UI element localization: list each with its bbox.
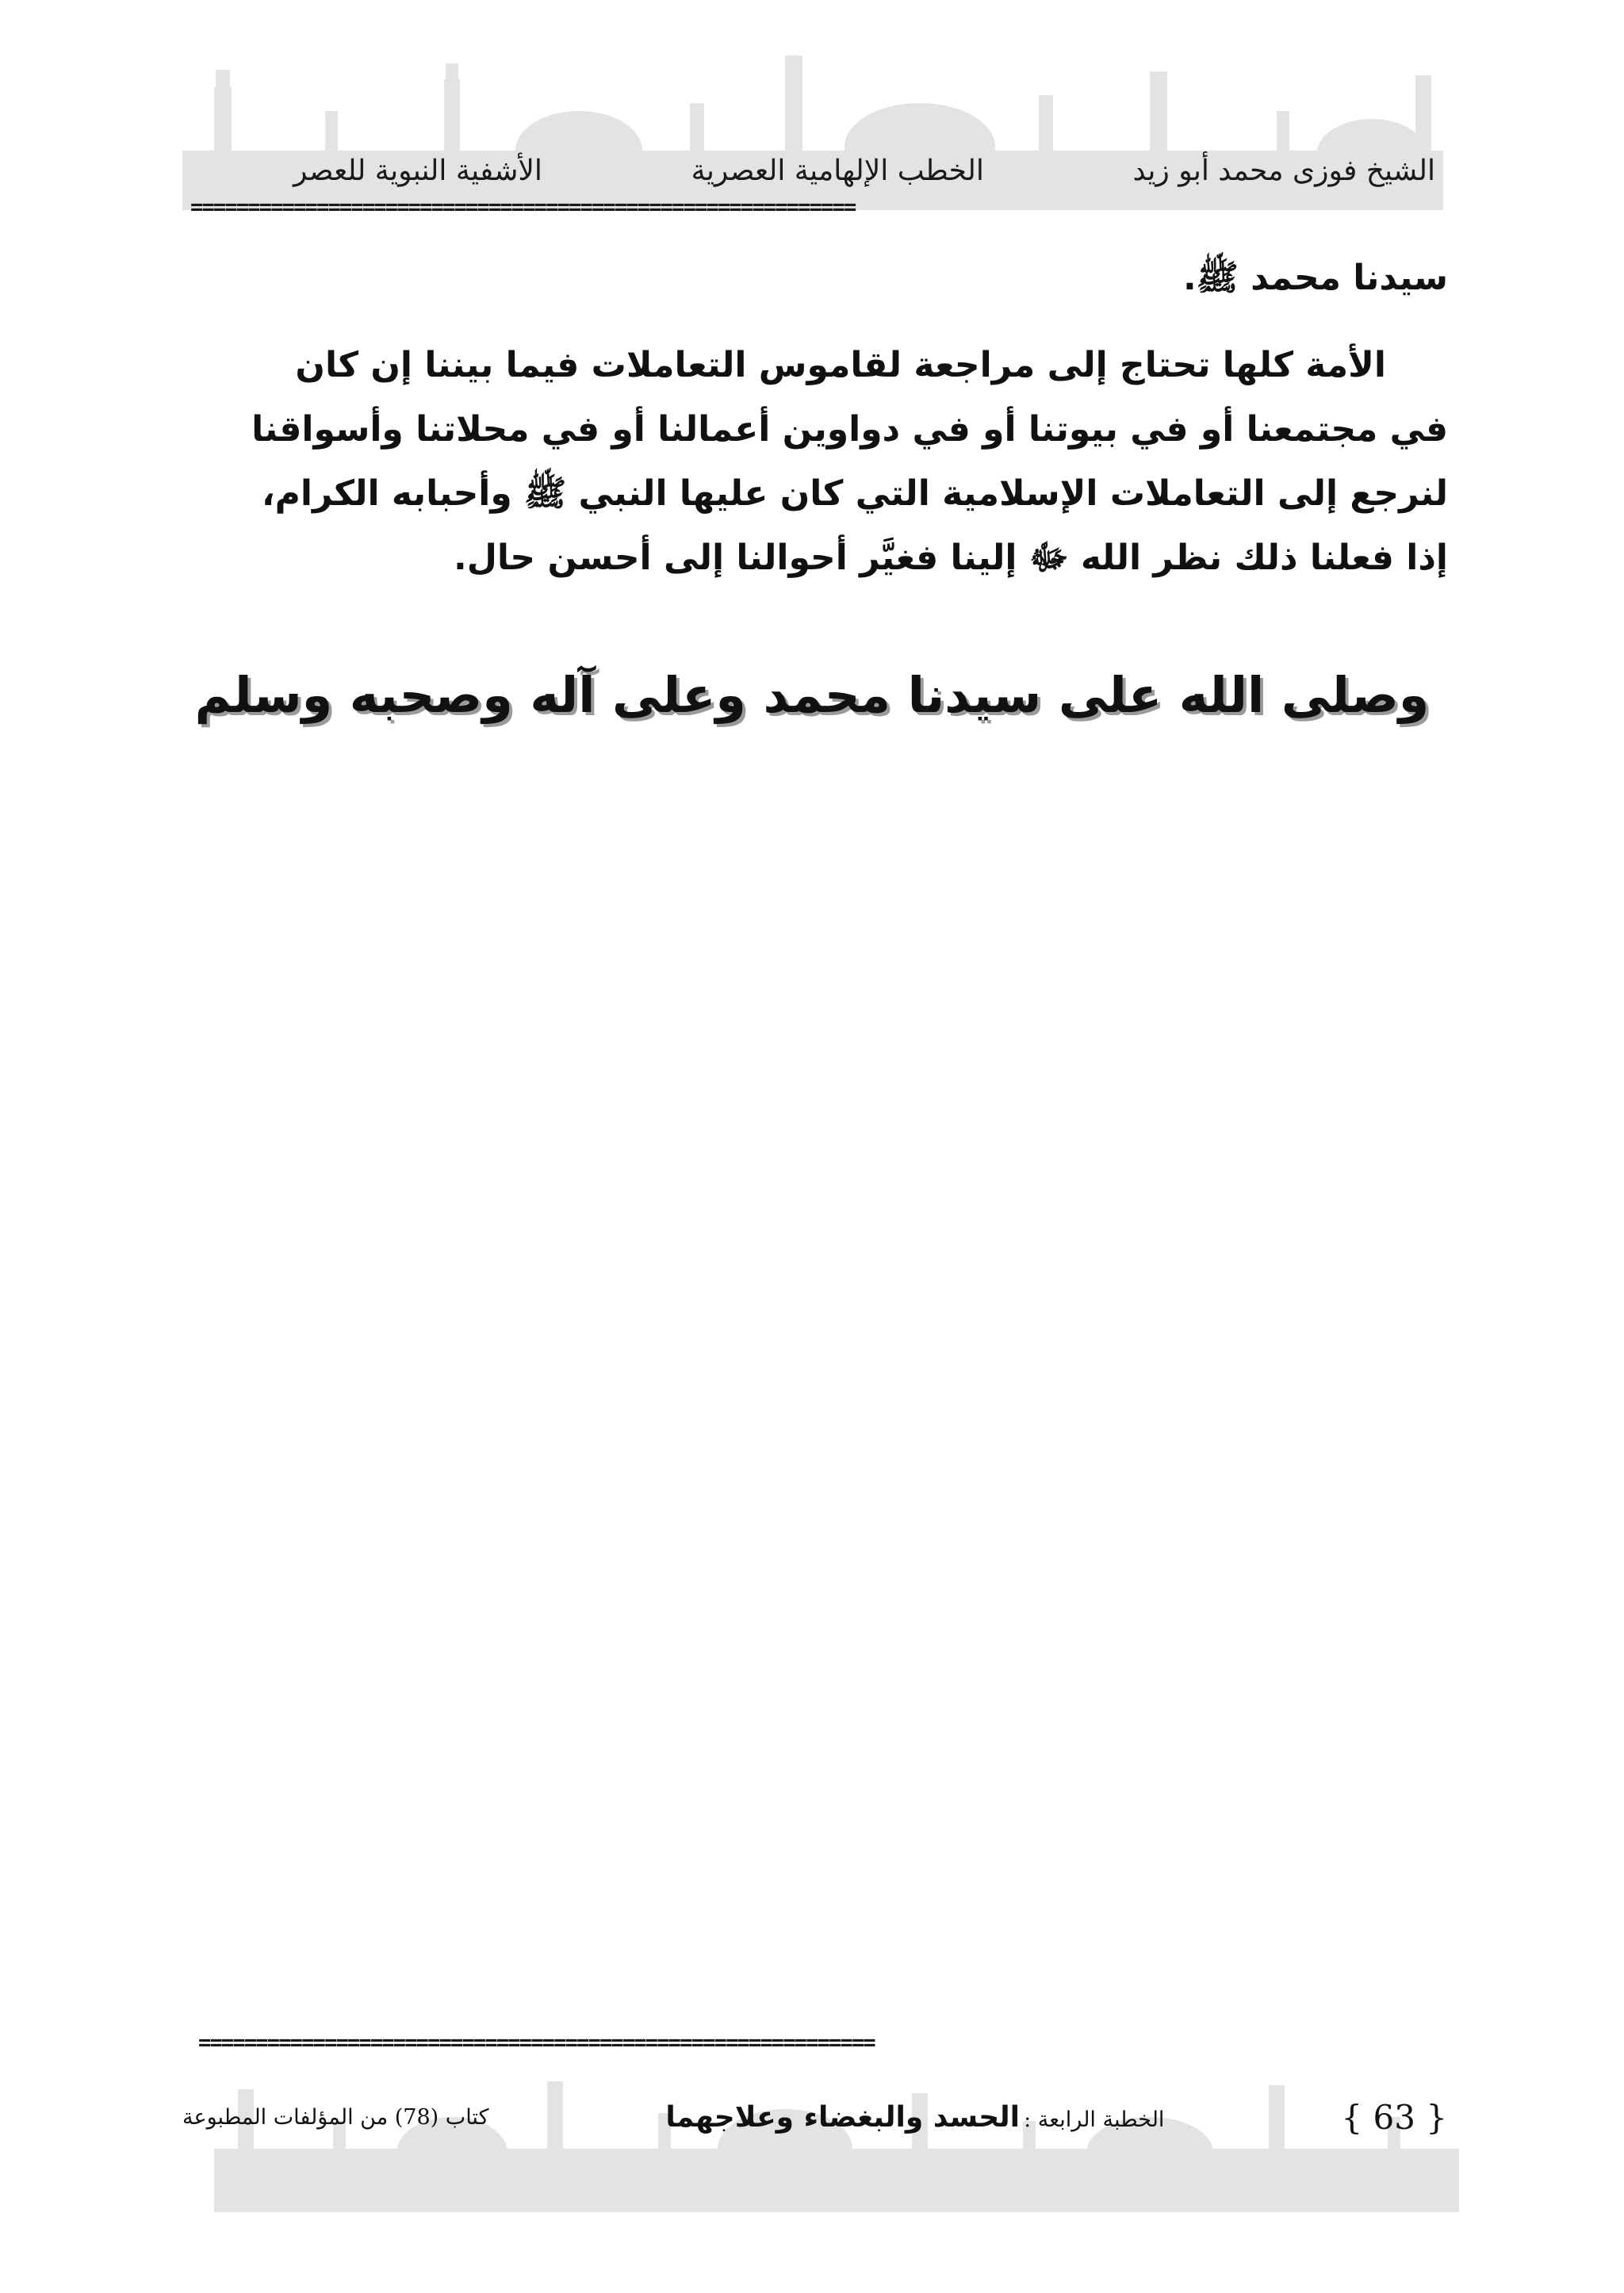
header-author: الشيخ فوزى محمد أبو زيد [1132,154,1435,187]
footer [182,2093,1447,2141]
closing-blessing: وصلى الله على سيدنا محمد وعلى آله وصحبه وسلم [194,666,1430,724]
footer-book-note: كتاب (78) من المؤلفات المطبوعة [182,2104,489,2130]
footer-sermon-label: الخطبة الرابعة : [1024,2107,1165,2132]
running-header [293,151,1435,190]
page-number: { 63 } [1341,2097,1447,2137]
footer-sermon [665,2101,1164,2134]
header-series: الخطب الإلهامية العصرية [691,154,984,187]
body-line-5: إذا فعلنا ذلك نظر الله ﷻ إلينا فغيَّر أحوالنا إلى أحسن حال. [454,538,1448,578]
footer-rule: =========================================================== [198,2032,875,2054]
body-line-3: في مجتمعنا أو في بيوتنا أو في دواوين أعمالنا أو في محلاتنا وأسواقنا [251,409,1448,450]
body-line-4: لنرجع إلى التعاملات الإسلامية التي كان عليها النبي ﷺ وأحبابه الكرام، [261,473,1448,514]
footer-sermon-topic: الحسد والبغضاء وعلاجهما [665,2100,1020,2134]
body-line-1: سيدنا محمد ﷺ. [1182,258,1448,298]
body-line-2: الأمة كلها تحتاج إلى مراجعة لقاموس التعاملات فيما بيننا إن كان [295,345,1386,385]
header-book: الأشفية النبوية للعصر [293,154,542,187]
header-rule: ========================================================== [190,197,856,218]
